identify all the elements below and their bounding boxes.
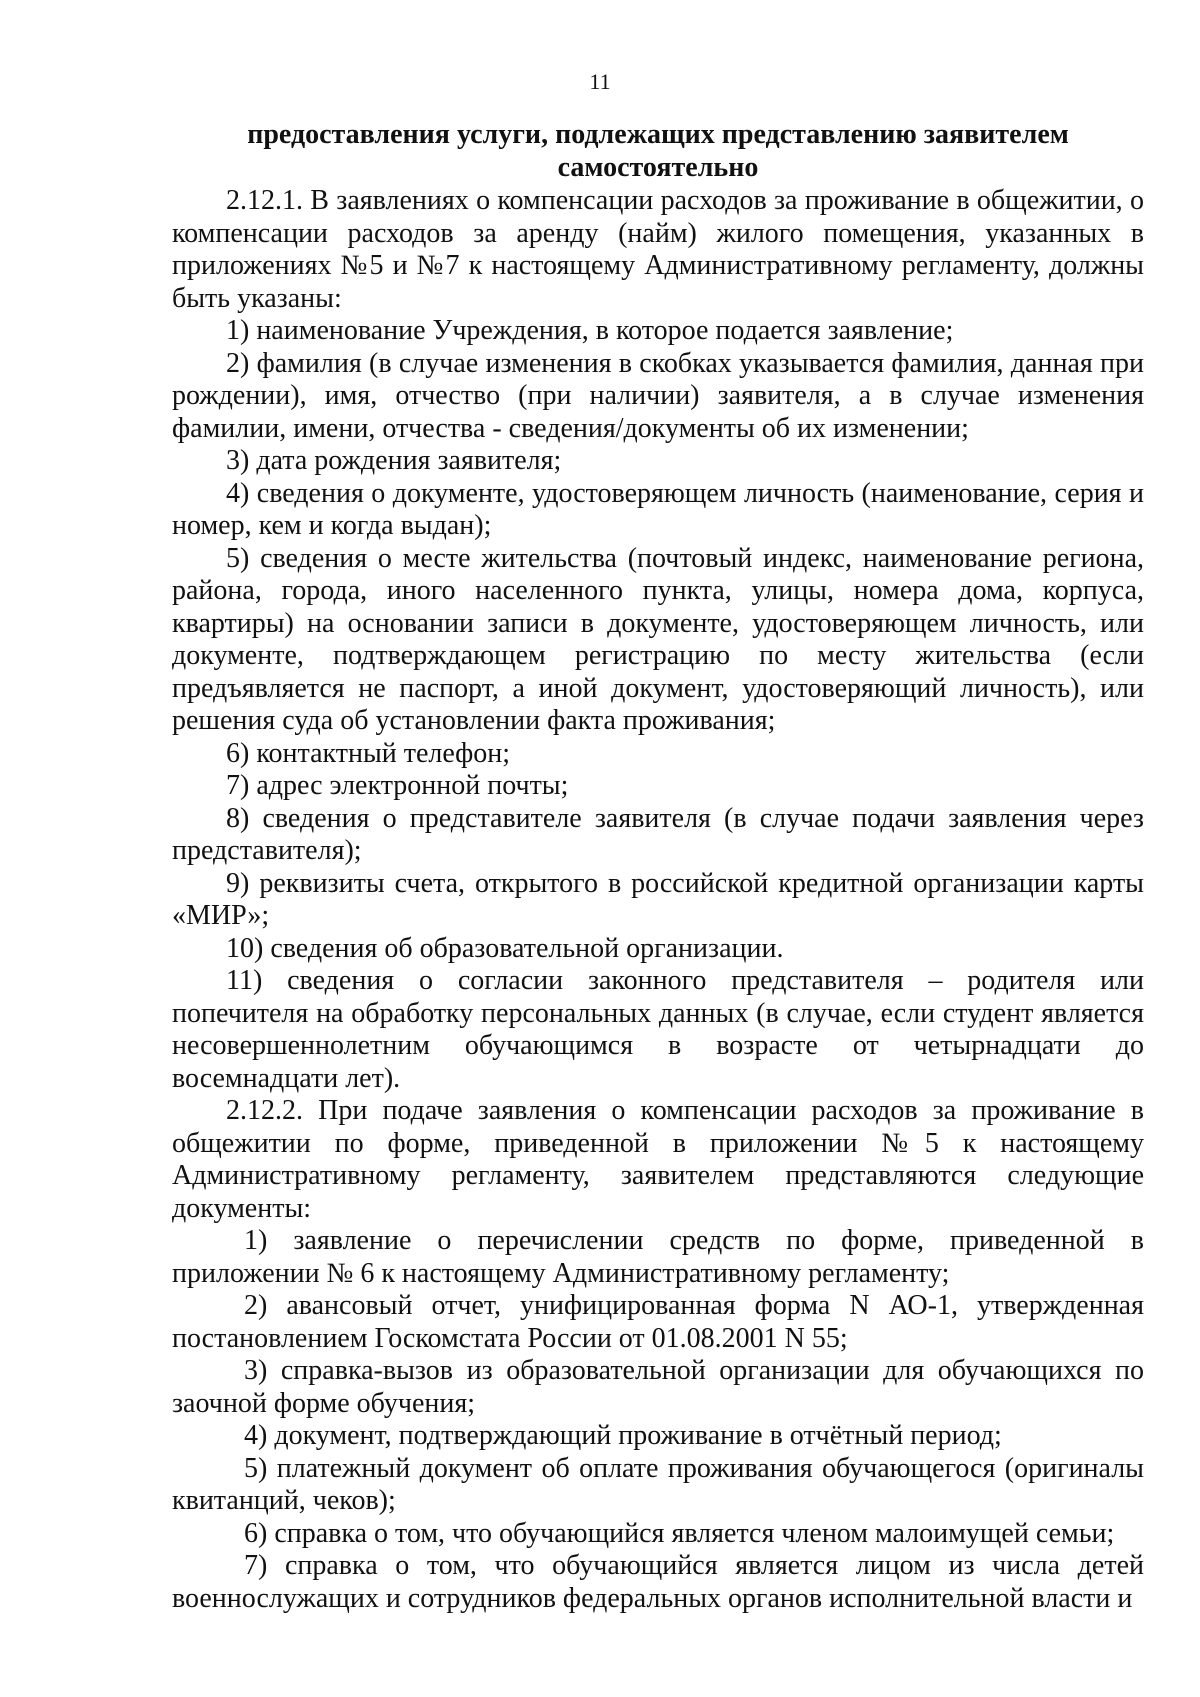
list-item-4: 4) сведения о документе, удостоверяющем личность (наименование, серия и номер, кем и когда выдан); — [172, 477, 1144, 541]
document-item-1: 1) заявление о перечислении средств по форме, приведенной в приложении № 6 к настоящему Административному регламенту; — [172, 1225, 1144, 1289]
document-item-4: 4) документ, подтверждающий проживание в отчётный период; — [244, 1420, 1002, 1451]
document-item-6: 6) справка о том, что обучающийся является членом малоимущей семьи; — [244, 1517, 1115, 1549]
list-item-2: 2) фамилия (в случае изменения в скобках указывается фамилия, данная при рождении), имя, отчество (при наличии) заявителя, а в случае изменения фамилии, имени, отчества - сведения/документы об их изменении; — [172, 347, 1144, 444]
list-item-8: 8) сведения о представителе заявителя (в случае подачи заявления через представителя); — [172, 802, 1144, 866]
document-item-5: 5) платежный документ об оплате проживания обучающегося (оригиналы квитанций, чеков); — [172, 1452, 1144, 1516]
paragraph-2-12-2: 2.12.2. При подаче заявления о компенсации расходов за проживание в общежитии по форме, приведенной в приложении №5 к настоящему Административному регламенту, заявителем представляются следующие документы: — [172, 1095, 1144, 1224]
list-item-5: 5) сведения о месте жительства (почтовый индекс, наименование региона, района, города, иного населенного пункта, улицы, номера дома, корпуса, квартиры) на основании записи в документе, удостоверяющем личность, или документе, подтверждающем регистрацию по месту жительства (если предъявляется не паспорт, а иной документ, удостоверяющий личность), или решения суда об установлении факта проживания; — [172, 542, 1144, 736]
list-item-11: 11) сведения о согласии законного представителя – родителя или попечителя на обработку персональных данных (в случае, если студент является несовершеннолетним обучающимся в возрасте от четырнадцати до восемнадцати лет). — [172, 965, 1144, 1094]
document-item-2: 2) авансовый отчет, унифицированная форма N АО-1, утвержденная постановлением Госкомстата России от 01.08.2001 N 55; — [172, 1290, 1144, 1354]
document-item-7: 7) справка о том, что обучающийся является лицом из числа детей военнослужащих и сотрудников федеральных органов исполнительной власти и — [172, 1550, 1144, 1614]
section-heading-line-1: предоставления услуги, подлежащих представлению заявителем — [247, 119, 1069, 150]
section-heading — [172, 118, 1144, 184]
list-item-10: 10) сведения об образовательной организации. — [226, 932, 784, 964]
list-item-1: 1) наименование Учреждения, в которое подается заявление; — [226, 315, 954, 346]
list-item-3: 3) дата рождения заявителя; — [226, 445, 562, 476]
document-item-3: 3) справка-вызов из образовательной организации для обучающихся по заочной форме обучения; — [172, 1355, 1144, 1419]
document-body — [172, 185, 1144, 1615]
page-number: 11 — [589, 69, 611, 94]
list-item-7: 7) адрес электронной почты; — [226, 770, 569, 801]
list-item-6: 6) контактный телефон; — [226, 737, 511, 769]
list-item-9: 9) реквизиты счета, открытого в российской кредитной организации карты «МИР»; — [172, 867, 1144, 931]
paragraph-2-12-1: 2.12.1. В заявлениях о компенсации расходов за проживание в общежитии, о компенсации расходов за аренду (найм) жилого помещения, указанных в приложениях №5 и №7 к настоящему Административному регламенту, должны быть указаны: — [172, 185, 1144, 314]
section-heading-line-2: самостоятельно — [557, 152, 759, 183]
